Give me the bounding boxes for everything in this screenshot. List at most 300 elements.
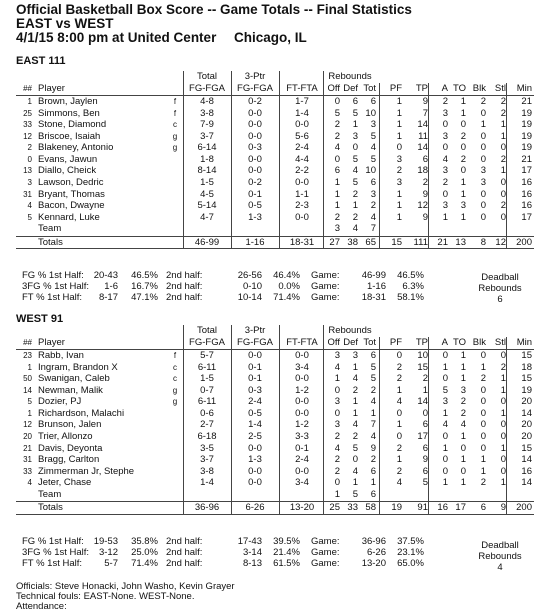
totals-row — [16, 237, 534, 248]
personal-fouls: 2 — [396, 373, 402, 385]
first-half-made-att: 20-43 — [93, 270, 118, 281]
total-rebounds: 2 — [370, 454, 376, 466]
group-3ptr-label: 3-Ptr — [244, 325, 266, 336]
total-points: 2 — [422, 373, 428, 385]
player-row — [16, 131, 534, 142]
jersey-number: 0 — [27, 154, 32, 164]
steals: 2 — [500, 107, 506, 119]
fg-fga: 5-7 — [200, 350, 214, 362]
header-assists: A — [441, 82, 448, 94]
player-name: Brown, Jaylen — [38, 96, 98, 108]
personal-fouls: 1 — [396, 200, 402, 212]
assists: 0 — [442, 188, 448, 200]
ft-fta: 2-4 — [295, 454, 309, 466]
header-three-fg-fga: FG-FGA — [237, 82, 273, 94]
group-rebounds-label: Rebounds — [328, 71, 372, 82]
three-fg-fga: 0-0 — [248, 350, 262, 362]
player-row — [16, 396, 534, 407]
blocks: 0 — [480, 396, 486, 408]
jersey-number: 31 — [23, 189, 32, 199]
blocks: 3 — [480, 165, 486, 177]
steals: 2 — [500, 200, 506, 212]
jersey-number: 1 — [27, 362, 32, 372]
game-label: Game: — [311, 292, 340, 303]
total-rebounds: 6 — [370, 176, 376, 188]
turnovers: 2 — [460, 153, 466, 165]
minutes: 19 — [521, 384, 532, 396]
three-fg-fga: 1-3 — [248, 454, 262, 466]
ft-fta: 0-0 — [295, 373, 309, 385]
second-half-made-att: 10-14 — [237, 292, 262, 303]
total-points: 6 — [422, 153, 428, 165]
total-rebounds: 4 — [370, 396, 376, 408]
first-half-pct: 71.4% — [131, 558, 158, 569]
fg-fga: 6-11 — [197, 396, 217, 408]
second-half-pct: 21.4% — [273, 547, 300, 558]
fg-fga: 36-96 — [194, 502, 220, 514]
total-rebounds: 4 — [370, 211, 376, 223]
assists: 0 — [442, 350, 448, 362]
fg-fga: 3-5 — [200, 442, 214, 454]
pct-label: FG % 1st Half: — [22, 536, 84, 547]
totals-row — [16, 502, 534, 513]
total-points: 14 — [417, 119, 428, 131]
assists: 21 — [437, 236, 448, 248]
jersey-number: 23 — [23, 351, 32, 361]
total-rebounds: 3 — [370, 188, 376, 200]
steals: 0 — [500, 430, 506, 442]
player-name: Brunson, Jalen — [38, 419, 102, 431]
jersey-number: 1 — [27, 408, 32, 418]
total-rebounds: 3 — [370, 119, 376, 131]
turnovers: 0 — [460, 442, 466, 454]
ft-fta: 0-0 — [295, 407, 309, 419]
header-steals: Stl — [494, 336, 506, 348]
assists: 3 — [442, 396, 448, 408]
minutes: 200 — [516, 502, 532, 514]
off-rebounds: 0 — [334, 96, 340, 108]
totals-divider — [16, 501, 534, 502]
game-label: Game: — [311, 558, 340, 569]
fg-fga: 2-7 — [200, 419, 214, 431]
jersey-number: 2 — [27, 143, 32, 153]
turnovers: 1 — [460, 477, 466, 489]
player-row — [16, 142, 534, 153]
personal-fouls: 1 — [396, 454, 402, 466]
three-fg-fga: 2-4 — [248, 396, 262, 408]
header-total-points: TP — [415, 336, 428, 348]
steals: 0 — [500, 465, 506, 477]
blocks: 0 — [480, 153, 486, 165]
matchup-title: EAST vs WEST — [16, 16, 114, 31]
deadball-line3: 4 — [497, 562, 503, 573]
three-fg-fga: 1-4 — [248, 419, 262, 431]
deadball-line1: Deadball — [481, 272, 519, 283]
three-fg-fga: 0-2 — [248, 176, 262, 188]
position: c — [173, 374, 177, 384]
assists: 1 — [442, 442, 448, 454]
header-personal-fouls: PF — [389, 336, 402, 348]
player-name: Trier, Allonzo — [38, 430, 93, 442]
steals: 0 — [500, 396, 506, 408]
total-points: 5 — [422, 477, 428, 489]
total-points: 6 — [422, 419, 428, 431]
three-fg-fga: 0-0 — [248, 442, 262, 454]
header-turnovers: TO — [452, 336, 466, 348]
turnovers: 13 — [455, 236, 466, 248]
off-rebounds: 2 — [334, 465, 340, 477]
fg-fga: 4-8 — [200, 96, 214, 108]
blocks: 0 — [480, 142, 486, 154]
header-off-rebounds: Off — [327, 82, 340, 94]
jersey-number: 3 — [27, 177, 32, 187]
steals: 1 — [500, 384, 506, 396]
personal-fouls: 1 — [396, 119, 402, 131]
minutes: 14 — [521, 454, 532, 466]
total-points: 10 — [417, 350, 428, 362]
player-row — [16, 408, 534, 419]
total-rebounds: 2 — [370, 200, 376, 212]
player-row — [16, 454, 534, 465]
date-venue-line — [16, 30, 307, 45]
three-fg-fga: 0-3 — [248, 142, 262, 154]
header-def-rebounds: Def — [343, 336, 358, 348]
def-rebounds: 1 — [352, 361, 358, 373]
minutes: 16 — [521, 176, 532, 188]
off-rebounds: 5 — [334, 107, 340, 119]
off-rebounds: 25 — [329, 502, 340, 514]
second-half-label: 2nd half: — [166, 536, 203, 547]
assists: 0 — [442, 430, 448, 442]
header-jersey-number: ## — [23, 337, 32, 347]
player-name: Rabb, Ivan — [38, 350, 84, 362]
total-points: 91 — [417, 502, 428, 514]
assists: 16 — [437, 502, 448, 514]
blocks: 2 — [480, 96, 486, 108]
header-steals: Stl — [494, 82, 506, 94]
minutes: 20 — [521, 419, 532, 431]
player-name: Stone, Diamond — [38, 119, 107, 131]
turnovers: 17 — [455, 502, 466, 514]
player-name: Newman, Malik — [38, 384, 103, 396]
steals: 0 — [500, 454, 506, 466]
assists: 1 — [442, 211, 448, 223]
turnovers: 2 — [460, 396, 466, 408]
ft-fta: 0-0 — [295, 211, 309, 223]
three-fg-fga: 1-3 — [248, 211, 262, 223]
second-half-pct: 0.0% — [278, 281, 300, 292]
three-fg-fga: 0-0 — [248, 465, 262, 477]
player-name: Richardson, Malachi — [38, 407, 125, 419]
player-row — [16, 443, 534, 454]
blocks: 1 — [480, 361, 486, 373]
player-row — [16, 212, 534, 223]
jersey-number: 1 — [27, 97, 32, 107]
first-half-made-att: 19-53 — [93, 536, 118, 547]
position: g — [172, 397, 178, 407]
def-rebounds: 2 — [352, 211, 358, 223]
column-divider — [506, 337, 507, 514]
steals: 12 — [495, 236, 506, 248]
group-total-label: Total — [196, 325, 218, 336]
player-row — [16, 119, 534, 130]
turnovers: 1 — [460, 188, 466, 200]
three-fg-fga: 0-0 — [248, 165, 262, 177]
personal-fouls: 1 — [396, 211, 402, 223]
header-off-rebounds: Off — [327, 336, 340, 348]
ft-fta: 3-4 — [295, 361, 309, 373]
jersey-number: 25 — [23, 108, 32, 118]
personal-fouls: 4 — [396, 477, 402, 489]
officials-line: Officials: Steve Honacki, John Washo, Kevin Grayer — [16, 581, 235, 592]
three-fg-fga: 0-0 — [248, 130, 262, 142]
deadball-line3: 6 — [497, 294, 503, 305]
minutes: 20 — [521, 430, 532, 442]
minutes: 19 — [521, 107, 532, 119]
def-rebounds: 38 — [347, 236, 358, 248]
turnovers: 1 — [460, 373, 466, 385]
blocks: 0 — [480, 188, 486, 200]
first-half-pct: 25.0% — [131, 547, 158, 558]
fg-fga: 3-7 — [200, 454, 214, 466]
city: Chicago, IL — [234, 30, 307, 45]
steals: 2 — [500, 96, 506, 108]
steals: 1 — [500, 407, 506, 419]
steals: 0 — [500, 350, 506, 362]
turnovers: 1 — [460, 211, 466, 223]
total-rebounds: 1 — [370, 477, 376, 489]
personal-fouls: 15 — [391, 236, 402, 248]
player-name: Ingram, Brandon X — [38, 361, 118, 373]
minutes: 16 — [521, 200, 532, 212]
personal-fouls: 2 — [396, 361, 402, 373]
jersey-number: 21 — [23, 443, 32, 453]
steals: 0 — [500, 188, 506, 200]
ft-fta: 0-0 — [295, 396, 309, 408]
percentage-row — [16, 536, 476, 547]
table-bottom-border — [16, 248, 534, 249]
personal-fouls: 4 — [396, 396, 402, 408]
second-half-pct: 46.4% — [273, 270, 300, 281]
totals-label: Totals — [38, 236, 63, 248]
three-fg-fga: 1-16 — [245, 236, 265, 248]
fg-fga: 1-5 — [200, 373, 214, 385]
total-points: 7 — [422, 107, 428, 119]
blocks: 6 — [480, 502, 486, 514]
header-divider — [16, 95, 534, 96]
total-points: 14 — [417, 142, 428, 154]
off-rebounds: 3 — [334, 419, 340, 431]
assists: 1 — [442, 477, 448, 489]
second-half-made-att: 3-14 — [242, 547, 262, 558]
assists: 1 — [442, 361, 448, 373]
game-label: Game: — [311, 270, 340, 281]
jersey-number: 5 — [27, 397, 32, 407]
total-points: 9 — [422, 96, 428, 108]
deadball-rebounds — [470, 272, 530, 305]
player-row — [16, 200, 534, 211]
position: g — [172, 131, 178, 141]
three-fg-fga: 0-2 — [248, 96, 262, 108]
group-3ptr-label: 3-Ptr — [244, 71, 266, 82]
steals: 0 — [500, 211, 506, 223]
column-divider — [506, 83, 507, 249]
header-three-fg-fga: FG-FGA — [237, 336, 273, 348]
jersey-number: 13 — [23, 166, 32, 176]
blocks: 2 — [480, 477, 486, 489]
first-half-made-att: 3-12 — [98, 547, 118, 558]
minutes: 21 — [521, 96, 532, 108]
assists: 5 — [442, 384, 448, 396]
fg-fga: 3-8 — [200, 107, 214, 119]
position: f — [173, 351, 177, 361]
header-ft-fta: FT-FTA — [286, 82, 318, 94]
minutes: 200 — [516, 236, 532, 248]
off-rebounds: 0 — [334, 477, 340, 489]
personal-fouls: 1 — [396, 107, 402, 119]
totals-divider — [16, 236, 534, 237]
player-row — [16, 477, 534, 488]
column-divider — [428, 337, 429, 514]
total-rebounds: 6 — [370, 350, 376, 362]
total-rebounds: 65 — [365, 236, 376, 248]
three-fg-fga: 0-5 — [248, 200, 262, 212]
def-rebounds: 2 — [352, 430, 358, 442]
total-points: 0 — [422, 407, 428, 419]
ft-fta: 1-1 — [295, 188, 309, 200]
turnovers: 1 — [460, 454, 466, 466]
off-rebounds: 4 — [334, 442, 340, 454]
steals: 1 — [500, 442, 506, 454]
off-rebounds: 6 — [334, 165, 340, 177]
blocks: 1 — [480, 454, 486, 466]
def-rebounds: 5 — [352, 176, 358, 188]
minutes: 21 — [521, 153, 532, 165]
player-name: Jeter, Chase — [38, 477, 92, 489]
ft-fta: 1-7 — [295, 96, 309, 108]
ft-fta: 0-1 — [295, 442, 309, 454]
total-points: 18 — [417, 165, 428, 177]
total-points: 12 — [417, 200, 428, 212]
total-rebounds: 58 — [365, 502, 376, 514]
player-row — [16, 362, 534, 373]
off-rebounds: 2 — [334, 211, 340, 223]
def-rebounds: 1 — [352, 477, 358, 489]
player-name: Lawson, Dedric — [38, 176, 104, 188]
player-name: Bragg, Carlton — [38, 454, 100, 466]
header-fg-fga: FG-FGA — [189, 82, 225, 94]
total-rebounds: 5 — [370, 361, 376, 373]
assists: 1 — [442, 407, 448, 419]
jersey-number: 4 — [27, 201, 32, 211]
fg-fga: 1-8 — [200, 153, 214, 165]
total-rebounds: 5 — [370, 153, 376, 165]
def-rebounds: 5 — [352, 153, 358, 165]
second-half-made-att: 0-10 — [242, 281, 262, 292]
game-made-att: 46-99 — [361, 270, 386, 281]
steals: 1 — [500, 119, 506, 131]
def-rebounds: 1 — [352, 407, 358, 419]
fg-fga: 7-9 — [200, 119, 214, 131]
turnovers: 3 — [460, 384, 466, 396]
total-points: 9 — [422, 188, 428, 200]
blocks: 3 — [480, 176, 486, 188]
three-fg-fga: 0-3 — [248, 384, 262, 396]
deadball-line2: Rebounds — [478, 551, 522, 562]
position: f — [173, 108, 177, 118]
blocks: 0 — [480, 419, 486, 431]
def-rebounds: 4 — [352, 373, 358, 385]
off-rebounds: 4 — [334, 361, 340, 373]
off-rebounds: 3 — [334, 350, 340, 362]
three-fg-fga: 6-26 — [245, 502, 265, 514]
second-half-label: 2nd half: — [166, 281, 203, 292]
header-player-name: Player — [38, 82, 65, 94]
column-divider — [428, 83, 429, 249]
minutes: 18 — [521, 361, 532, 373]
minutes: 19 — [521, 119, 532, 131]
player-row — [16, 96, 534, 107]
column-divider — [379, 337, 380, 514]
pct-label: FG % 1st Half: — [22, 270, 84, 281]
pct-label: 3FG % 1st Half: — [22, 547, 90, 558]
position: c — [173, 362, 177, 372]
first-half-pct: 46.5% — [131, 270, 158, 281]
total-points: 14 — [417, 396, 428, 408]
player-row — [16, 154, 534, 165]
total-rebounds: 1 — [370, 407, 376, 419]
column-header — [16, 337, 534, 348]
totals-label: Totals — [38, 502, 63, 514]
def-rebounds: 3 — [352, 350, 358, 362]
turnovers: 2 — [460, 407, 466, 419]
steals: 1 — [500, 373, 506, 385]
steals: 1 — [500, 477, 506, 489]
steals: 0 — [500, 142, 506, 154]
header-turnovers: TO — [452, 82, 466, 94]
second-half-pct: 39.5% — [273, 536, 300, 547]
player-name: Evans, Jawun — [38, 153, 98, 165]
game-label: Game: — [311, 547, 340, 558]
fg-fga: 3-7 — [200, 130, 214, 142]
off-rebounds: 3 — [334, 396, 340, 408]
fg-fga: 1-5 — [200, 176, 214, 188]
percentage-row — [16, 270, 476, 281]
steals: 2 — [500, 153, 506, 165]
column-header — [16, 83, 534, 94]
percentage-row — [16, 292, 476, 303]
three-fg-fga: 0-0 — [248, 119, 262, 131]
assists: 0 — [442, 465, 448, 477]
fg-fga: 5-14 — [197, 200, 217, 212]
total-rebounds: 6 — [370, 488, 376, 500]
def-rebounds: 4 — [352, 465, 358, 477]
ft-fta: 18-31 — [289, 236, 315, 248]
ft-fta: 2-4 — [295, 142, 309, 154]
player-row — [16, 350, 534, 361]
player-name: Bacon, Dwayne — [38, 200, 105, 212]
personal-fouls: 1 — [396, 188, 402, 200]
off-rebounds: 1 — [334, 488, 340, 500]
second-half-made-att: 17-43 — [237, 536, 262, 547]
def-rebounds: 1 — [352, 396, 358, 408]
personal-fouls: 0 — [396, 142, 402, 154]
page-title: Official Basketball Box Score -- Game Totals -- Final Statistics — [16, 2, 412, 17]
fg-fga: 0-6 — [200, 407, 214, 419]
assists: 3 — [442, 130, 448, 142]
first-half-pct: 35.8% — [131, 536, 158, 547]
header-minutes: Min — [516, 82, 532, 94]
